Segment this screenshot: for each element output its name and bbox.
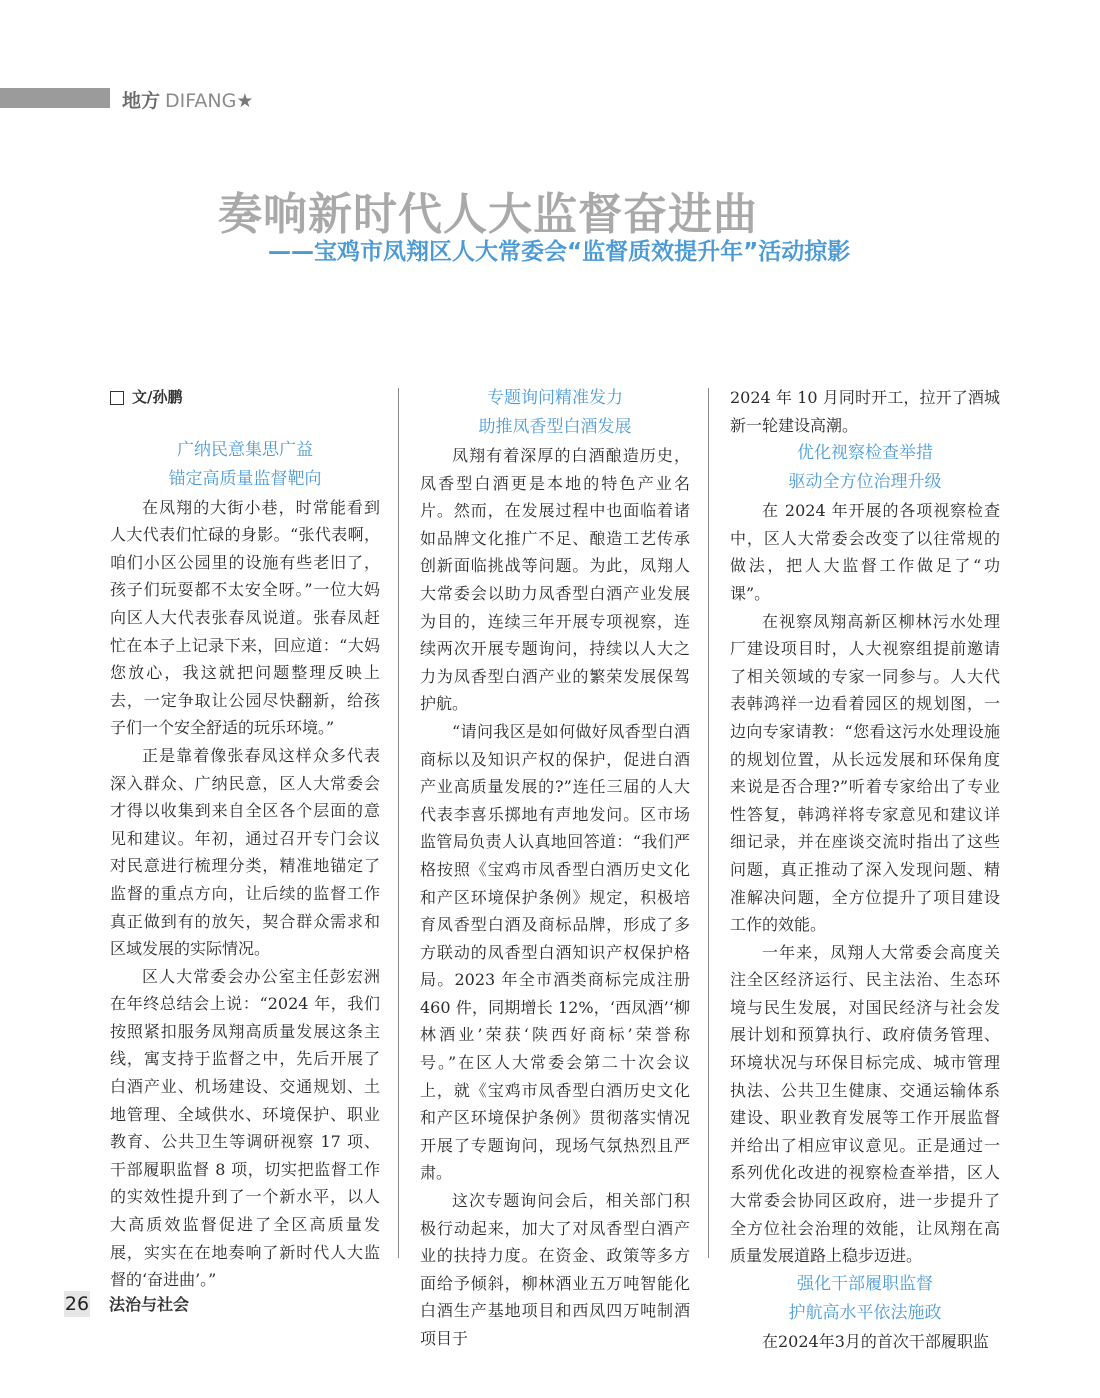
author: 文/孙鹏 <box>132 388 183 406</box>
byline <box>110 384 380 412</box>
page-number: 26 <box>64 1293 90 1315</box>
column-divider <box>708 388 709 1258</box>
section-subheading <box>420 384 690 442</box>
section-tag <box>122 86 253 113</box>
body-paragraph: 在 2024 年开展的各项视察检查中，区人大常委会改变了以往常规的做法，把人大监督工作做足了“功课”。 <box>730 501 1000 603</box>
section-name-cn: 地方 <box>122 90 161 112</box>
body-paragraph: 在2024年3月的首次干部履职监 <box>762 1331 989 1351</box>
star-icon: ★ <box>236 90 254 112</box>
article-column-3 <box>730 384 1000 1355</box>
article-column-2 <box>420 384 690 1353</box>
body-paragraph: 2024 年 10 月同时开工，拉开了酒城新一轮建设高潮。 <box>730 388 1000 435</box>
subheading-line: 优化视察检查举措 <box>797 443 933 464</box>
article-subtitle: ——宝鸡市凤翔区人大常委会“监督质效提升年”活动掠影 <box>268 239 851 265</box>
article-title: 奏响新时代人大监督奋进曲 <box>218 189 758 240</box>
subheading-line: 护航高水平依法施政 <box>788 1302 942 1323</box>
body-paragraph: 区人大常委会办公室主任彭宏洲在年终总结会上说：“2024 年，我们按照紧扣服务凤翔高质量发展这条主线，寓支持于监督之中，先后开展了白酒产业、机场建设、交通规划、土地管理、全域供水、环境保护、职业教育、公共卫生等调研视察 17 项、干部履职监督 8 项，切实把监督工作的实效性提升到了一个新水平，以人大高质效监督促进了全区高质量发展，实实在在地奏响了新时代人大监督的‘奋进曲’。” <box>110 966 380 1290</box>
section-subheading <box>110 436 380 494</box>
section-subheading <box>730 1270 1000 1328</box>
body-paragraph: 一年来，凤翔人大常委会高度关注全区经济运行、民主法治、生态环境与民生发展，对国民经济与社会发展计划和预算执行、政府债务管理、环境状况与环保目标完成、城市管理执法、公共卫生健康、交通运输体系建设、职业教育发展等工作开展监督并给出了相应审议意见。正是通过一系列优化改进的视察检查举措，区人大常委会协同区政府，进一步提升了全方位社会治理的效能，让凤翔在高质量发展道路上稳步迈进。 <box>730 942 1000 1266</box>
subheading-line: 锚定高质量监督靶向 <box>168 468 322 489</box>
column-divider <box>398 388 399 1258</box>
subheading-line: 专题询问精准发力 <box>487 388 623 408</box>
subheading-line: 驱动全方位治理升级 <box>788 472 942 493</box>
article-column-1 <box>110 384 380 1294</box>
section-subheading <box>730 439 1000 497</box>
body-paragraph: 凤翔有着深厚的白酒酿造历史，凤香型白酒更是本地的特色产业名片。然而，在发展过程中也面临着诸如品牌文化推广不足、酿造工艺传承创新面临挑战等问题。为此，凤翔人大常委会以助力凤香型白酒产业发展为目的，连续三年开展专项视察，连续两次开展专题询问，持续以人大之力为凤香型白酒产业的繁荣发展保驾护航。 <box>420 446 690 714</box>
body-paragraph: 这次专题询问会后，相关部门积极行动起来，加大了对凤香型白酒产业的扶持力度。在资金、政策等多方面给予倾斜，柳林酒业五万吨智能化白酒生产基地项目和西凤四万吨制酒项目于 <box>420 1191 690 1348</box>
subheading-line: 助推凤香型白酒发展 <box>478 417 632 437</box>
body-paragraph: 在视察凤翔高新区柳林污水处理厂建设项目时，人大视察组提前邀请了相关领域的专家一同参与。人大代表韩鸿祥一边看着园区的规划图，一边向专家请教：“您看这污水处理设施的规划位置，从长远发展和环保角度来说是否合理?”听着专家给出了专业性答复，韩鸿祥将专家意见和建议详细记录，并在座谈交流时指出了这些问题，真正推动了深入发现问题、精准解决问题，全方位提升了项目建设工作的效能。 <box>730 611 1000 935</box>
body-paragraph: 在凤翔的大街小巷，时常能看到人大代表们忙碌的身影。“张代表啊，咱们小区公园里的设施有些老旧了，孩子们玩耍都不太安全呀。”一位大妈向区人大代表张春凤说道。张春凤赶忙在本子上记录下来，回应道：“大妈您放心，我这就把问题整理反映上去，一定争取让公园尽快翻新，给孩子们一个安全舒适的玩乐环境。” <box>110 497 380 738</box>
section-header-bar <box>0 88 110 108</box>
section-name-en: DIFANG <box>165 90 237 112</box>
body-paragraph: 正是靠着像张春凤这样众多代表深入群众、广纳民意，区人大常委会才得以收集到来自全区各个层面的意见和建议。年初，通过召开专门会议对民意进行梳理分类，精准地锚定了监督的重点方向，让后续的监督工作真正做到有的放矢，契合群众需求和区域发展的实际情况。 <box>110 745 380 959</box>
subheading-line: 强化干部履职监督 <box>797 1273 933 1294</box>
publication-name: 法治与社会 <box>109 1295 190 1314</box>
square-box-icon <box>110 391 124 405</box>
body-paragraph: “请问我区是如何做好凤香型白酒商标以及知识产权的保护，促进白酒产业高质量发展的?”连任三届的人大代表李喜乐掷地有声地发问。区市场监管局负责人认真地回答道：“我们严格按照《宝鸡市凤香型白酒历史文化和产区环境保护条例》规定，积极培育凤香型白酒及商标品牌，形成了多方联动的凤香型白酒知识产权保护格局。2023 年全市酒类商标完成注册 460 件，同期增长 12%，‘西凤酒’‘柳林酒业’荣获‘陕西好商标’荣誉称号。”在区人大常委会第二十次会议上，就《宝鸡市凤香型白酒历史文化和产区环境保护条例》贯彻落实情况开展了专题询问，现场气氛热烈且严肃。 <box>420 721 690 1183</box>
subheading-line: 广纳民意集思广益 <box>177 439 313 460</box>
